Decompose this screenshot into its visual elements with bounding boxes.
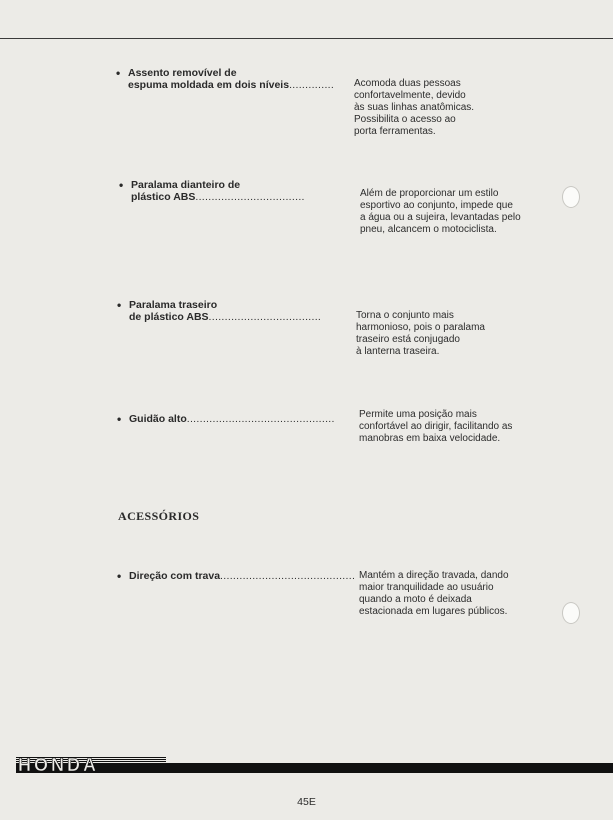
desc-line: maior tranquilidade ao usuário — [359, 582, 494, 593]
bullet: • — [117, 569, 122, 583]
bullet: • — [117, 298, 122, 312]
page-number: 45E — [297, 796, 316, 808]
desc-line: Possibilita o acesso ao — [354, 114, 456, 125]
desc-line: harmonioso, pois o paralama — [356, 322, 485, 333]
desc-line: confortável ao dirigir, facilitando as — [359, 421, 513, 432]
feature-name-seat — [116, 66, 335, 91]
feature-desc-handlebar — [359, 409, 512, 445]
bullet: • — [116, 66, 121, 80]
desc-line: manobras em baixa velocidade. — [359, 433, 501, 444]
section-heading-accessories: ACESSÓRIOS — [118, 509, 200, 523]
binder-hole — [562, 602, 580, 624]
feature-desc-seat — [354, 78, 474, 138]
feature-name-line: Paralama traseiro — [129, 299, 218, 311]
leader-dots: .............. — [289, 79, 335, 91]
leader-dots: ................................... — [208, 311, 322, 323]
feature-name-line: de plástico ABS — [129, 311, 209, 323]
desc-line: esportivo ao conjunto, impede que — [360, 200, 513, 211]
feature-name-line: Direção com trava — [129, 570, 221, 582]
desc-line: pneu, alcancem o motociclista. — [360, 224, 497, 235]
feature-name-line: plástico ABS — [131, 191, 196, 203]
bullet: • — [119, 178, 124, 192]
feature-desc-steering-lock — [359, 570, 509, 618]
desc-line: confortavelmente, devido — [354, 90, 466, 101]
top-rule — [0, 38, 613, 39]
desc-line: Além de proporcionar um estilo — [360, 188, 499, 199]
feature-desc-rear-fender — [356, 310, 485, 358]
desc-line: porta ferramentas. — [354, 126, 436, 137]
desc-line: Permite uma posição mais — [359, 409, 477, 420]
feature-name-steering-lock — [117, 569, 356, 583]
leader-dots: .......................................... — [220, 570, 356, 582]
brand-wordmark: HONDA — [18, 757, 99, 773]
feature-name-handlebar — [117, 412, 335, 426]
honda-logo-band — [16, 757, 613, 773]
desc-line: a água ou a sujeira, levantadas pelo — [360, 212, 521, 223]
desc-line: Torna o conjunto mais — [356, 310, 454, 321]
feature-name-line: Paralama dianteiro de — [131, 179, 241, 191]
feature-name-rear-fender — [117, 298, 322, 323]
desc-line: estacionada em lugares públicos. — [359, 606, 508, 617]
desc-line: Acomoda duas pessoas — [354, 78, 461, 89]
binder-hole — [562, 186, 580, 208]
feature-name-line: espuma moldada em dois níveis — [128, 79, 290, 91]
leader-dots: .................................. — [195, 191, 305, 203]
desc-line: quando a moto é deixada — [359, 594, 472, 605]
leader-dots: .............................................. — [186, 413, 335, 425]
feature-desc-front-fender — [360, 188, 521, 236]
feature-name-line: Guidão alto — [129, 413, 187, 425]
desc-line: Mantém a direção travada, dando — [359, 570, 509, 581]
desc-line: às suas linhas anatômicas. — [354, 102, 475, 113]
feature-name-line: Assento removível de — [128, 67, 237, 79]
feature-name-front-fender — [119, 178, 305, 203]
desc-line: traseiro está conjugado — [356, 334, 460, 345]
desc-line: à lanterna traseira. — [356, 346, 440, 357]
bullet: • — [117, 412, 122, 426]
